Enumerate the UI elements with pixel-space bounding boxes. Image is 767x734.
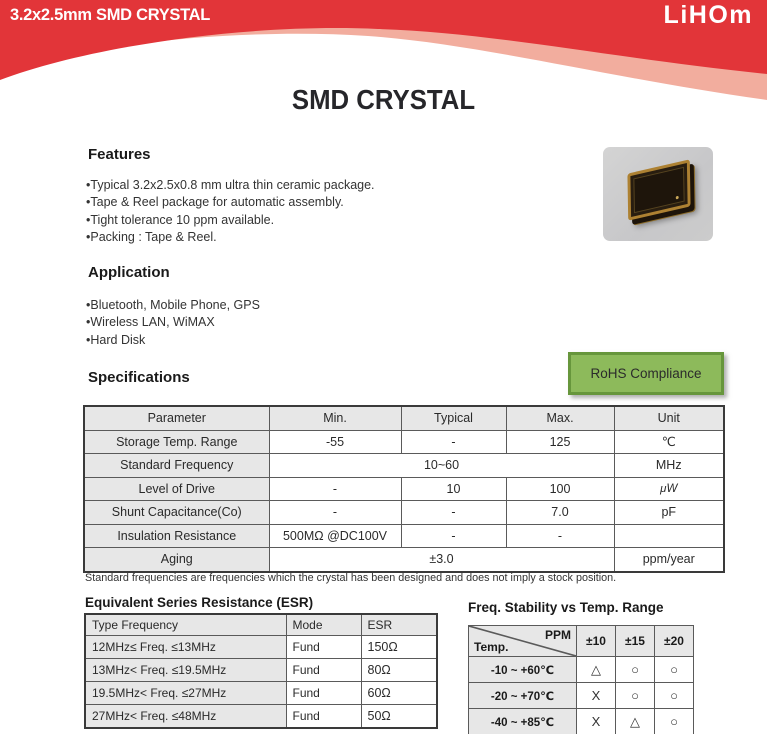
stability-mark: ○ xyxy=(655,657,694,683)
table-row xyxy=(85,659,437,682)
lihom-logo: LiHOm xyxy=(663,1,753,29)
esr-mode: Fund xyxy=(286,705,361,729)
specifications-heading: Specifications xyxy=(88,369,190,386)
spec-min: - xyxy=(269,477,401,501)
spec-span-value: ±3.0 xyxy=(269,548,614,572)
stability-heading: Freq. Stability vs Temp. Range xyxy=(468,600,664,615)
product-photo xyxy=(603,147,713,241)
table-row xyxy=(85,636,437,659)
spec-parameter: Aging xyxy=(84,548,269,572)
spec-col-header: Unit xyxy=(614,406,724,430)
table-row xyxy=(84,501,724,525)
spec-col-header: Typical xyxy=(401,406,506,430)
esr-mode: Fund xyxy=(286,682,361,705)
table-row xyxy=(85,705,437,729)
temp-range: -20 ~ +70℃ xyxy=(469,683,577,709)
stability-mark: ○ xyxy=(655,683,694,709)
esr-freq: 13MHz< Freq. ≤19.5MHz xyxy=(85,659,286,682)
esr-value: 80Ω xyxy=(361,659,437,682)
stability-header-row xyxy=(469,626,694,657)
spec-unit: MHz xyxy=(614,454,724,478)
table-row xyxy=(84,524,724,548)
feature-item: •Packing : Tape & Reel. xyxy=(86,230,217,245)
spec-unit: pF xyxy=(614,501,724,525)
spec-max: 100 xyxy=(506,477,614,501)
spec-typical: - xyxy=(401,524,506,548)
spec-col-header: Parameter xyxy=(84,406,269,430)
header-product-title: 3.2x2.5mm SMD CRYSTAL xyxy=(10,5,211,24)
spec-unit xyxy=(614,524,724,548)
features-list xyxy=(86,177,375,247)
stability-mark: ○ xyxy=(616,657,655,683)
table-row xyxy=(84,548,724,572)
esr-mode: Fund xyxy=(286,659,361,682)
corner-label-ppm: PPM xyxy=(544,628,571,642)
esr-col-header: Mode xyxy=(286,614,361,636)
stability-mark: X xyxy=(577,709,616,734)
feature-item: •Tape & Reel package for automatic assembly. xyxy=(86,195,344,210)
table-row xyxy=(84,477,724,501)
stability-mark: △ xyxy=(616,709,655,734)
crystal-chip-lid xyxy=(633,167,684,213)
application-list xyxy=(86,297,260,349)
spec-typical: - xyxy=(401,430,506,454)
application-item: •Hard Disk xyxy=(86,332,146,347)
spec-min: -55 xyxy=(269,430,401,454)
spec-header-row xyxy=(84,406,724,430)
ppm-col-header: ±20 xyxy=(655,626,694,657)
feature-item: •Typical 3.2x2.5x0.8 mm ultra thin ceramic package. xyxy=(86,178,375,192)
spec-col-header: Min. xyxy=(269,406,401,430)
stability-mark: △ xyxy=(577,657,616,683)
spec-footnote: Standard frequencies are frequencies which the crystal has been designed and does not imply a stock position. xyxy=(85,572,617,584)
spec-typical: - xyxy=(401,501,506,525)
table-row xyxy=(84,454,724,478)
spec-parameter: Standard Frequency xyxy=(84,454,269,478)
esr-col-header: ESR xyxy=(361,614,437,636)
stability-corner-cell xyxy=(469,626,577,657)
esr-freq: 12MHz≤ Freq. ≤13MHz xyxy=(85,636,286,659)
application-heading: Application xyxy=(88,264,170,281)
stability-mark: X xyxy=(577,683,616,709)
spec-unit: ℃ xyxy=(614,430,724,454)
esr-heading: Equivalent Series Resistance (ESR) xyxy=(85,595,314,610)
esr-value: 50Ω xyxy=(361,705,437,729)
application-item: •Bluetooth, Mobile Phone, GPS xyxy=(86,298,260,312)
spec-parameter: Level of Drive xyxy=(84,477,269,501)
table-row xyxy=(469,709,694,734)
spec-span-value: 10~60 xyxy=(269,454,614,478)
esr-table xyxy=(84,613,438,729)
spec-parameter: Shunt Capacitance(Co) xyxy=(84,501,269,525)
esr-mode: Fund xyxy=(286,636,361,659)
stability-mark: ○ xyxy=(655,709,694,734)
ppm-col-header: ±10 xyxy=(577,626,616,657)
esr-col-header: Type Frequency xyxy=(85,614,286,636)
esr-value: 60Ω xyxy=(361,682,437,705)
spec-min: - xyxy=(269,501,401,525)
corner-label-temp: Temp. xyxy=(474,640,509,654)
table-row xyxy=(85,682,437,705)
page-title: SMD CRYSTAL xyxy=(291,84,476,115)
spec-max: - xyxy=(506,524,614,548)
table-row xyxy=(469,683,694,709)
esr-freq: 27MHz< Freq. ≤48MHz xyxy=(85,705,286,729)
stability-table xyxy=(468,625,694,734)
spec-max: 125 xyxy=(506,430,614,454)
spec-parameter: Storage Temp. Range xyxy=(84,430,269,454)
crystal-chip-image xyxy=(627,159,690,220)
table-row xyxy=(469,657,694,683)
ppm-col-header: ±15 xyxy=(616,626,655,657)
spec-parameter: Insulation Resistance xyxy=(84,524,269,548)
stability-mark: ○ xyxy=(616,683,655,709)
specifications-table xyxy=(83,405,725,573)
spec-col-header: Max. xyxy=(506,406,614,430)
esr-header-row xyxy=(85,614,437,636)
application-item: •Wireless LAN, WiMAX xyxy=(86,315,215,330)
esr-value: 150Ω xyxy=(361,636,437,659)
spec-typical: 10 xyxy=(401,477,506,501)
esr-freq: 19.5MHz< Freq. ≤27MHz xyxy=(85,682,286,705)
spec-min: 500MΩ @DC100V xyxy=(269,524,401,548)
spec-unit: μW xyxy=(614,477,724,501)
spec-unit: ppm/year xyxy=(614,548,724,572)
table-row xyxy=(84,430,724,454)
rohs-badge: RoHS Compliance xyxy=(568,352,724,395)
feature-item: •Tight tolerance 10 ppm available. xyxy=(86,212,275,227)
features-heading: Features xyxy=(88,146,151,163)
temp-range: -40 ~ +85℃ xyxy=(469,709,577,734)
temp-range: -10 ~ +60℃ xyxy=(469,657,577,683)
spec-max: 7.0 xyxy=(506,501,614,525)
